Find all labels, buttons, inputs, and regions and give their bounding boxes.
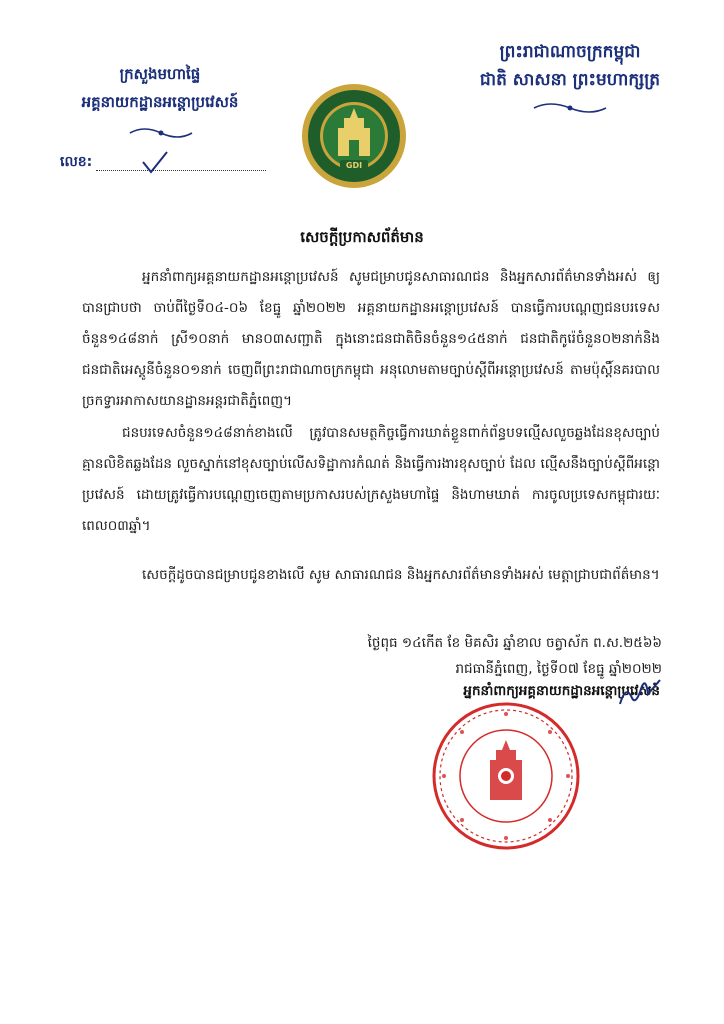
kingdom-title: ព្រះរាជាណាចក្រកម្ពុជា bbox=[499, 42, 641, 62]
ministry-header bbox=[50, 60, 270, 116]
gdi-logo-icon bbox=[300, 82, 408, 190]
department-name: អគ្គនាយកដ្ឋានអន្តោប្រវេសន៍ bbox=[81, 93, 239, 111]
paragraph-3: សេចក្តីដូចបានជម្រាបជូនខាងលើ សូម សាធារណជន និងអ្នកសារព័ត៌មានទាំងអស់ មេត្តាជ្រាបជាព័ត៌មាន។ bbox=[142, 567, 660, 583]
paragraph-1: អ្នកនាំពាក្យអគ្គនាយកដ្ឋានអន្តោប្រវេសន៍ សូមជម្រាបជូនសាធារណជន និងអ្នកសារព័ត៌មានទាំងអស់ ឲ្យបានជ្រាបថា ចាប់ពីថ្ងៃទី០៤-០៦ ខែធ្នូ ឆ្នាំ២០២២ អគ្គនាយកដ្ឋានអន្តោប្រវេសន៍ បានធ្វើការបណ្តេញជនបរទេសចំនួន១៤៨នាក់ ស្រី១០នាក់ មាន០៣សញ្ជាតិ ក្នុងនោះជនជាតិចិនចំនួន១៤៥នាក់ ជនជាតិកូរ៉េចំនួន០២នាក់និងជនជាតិអេស្តូនីចំនួន០១នាក់ ចេញពីព្រះរាជាណាចក្រកម្ពុជា អនុលោមតាមច្បាប់ស្តីពីអន្តោប្រវេសន៍ តាមប៉ុស្តិ៍នគរបាលច្រកទ្វារអាកាសយានដ្ឋានអន្តរជាតិភ្នំពេញ។ bbox=[82, 269, 660, 409]
ministry-ornament-icon bbox=[126, 124, 196, 142]
official-seal-icon bbox=[430, 700, 582, 852]
kingdom-ornament-icon bbox=[530, 100, 610, 116]
reference-number bbox=[60, 152, 240, 176]
checkmark-icon bbox=[140, 150, 170, 176]
ministry-name: ក្រសួងមហាផ្ទៃ bbox=[119, 65, 201, 83]
reference-line bbox=[96, 170, 266, 171]
signer-title: អ្នកនាំពាក្យអគ្គនាយកដ្ឋានអន្តោប្រវេសន៍ bbox=[463, 683, 660, 699]
reference-label: លេខ: bbox=[60, 154, 93, 170]
paragraph-2: ជនបរទេសចំនួន១៤៨នាក់ខាងលើ ត្រូវបានសមត្ថកិច្ចធ្វើការឃាត់ខ្លួនពាក់ព័ន្ធបទល្មើសលួចឆ្លងដែនខុសច្បាប់ គ្មានលិខិតឆ្លងដែន លួចស្នាក់នៅខុសច្បាប់លើសទិដ្ឋាការកំណត់ និងធ្វើការងារខុសច្បាប់ ដែល ល្មើសនឹងច្បាប់ស្តីពីអន្តោប្រវេសន៍ ដោយត្រូវធ្វើការបណ្តេញចេញតាមប្រកាសរបស់ក្រសួងមហាផ្ទៃ និងហាមឃាត់ ការចូលប្រទេសកម្ពុជារយៈពេល០៣ឆ្នាំ។ bbox=[82, 425, 660, 534]
logo-text: GDI bbox=[345, 161, 363, 170]
signature-icon bbox=[616, 676, 666, 710]
kingdom-header bbox=[455, 38, 685, 94]
kingdom-motto: ជាតិ សាសនា ព្រះមហាក្សត្រ bbox=[479, 70, 661, 90]
lunar-date: ថ្ងៃពុធ ១៤កើត ខែ មិគសិរ ឆ្នាំខាល ចត្វាស័ក ព.ស.២៥៦៦ bbox=[367, 635, 662, 651]
page-title: សេចក្តីប្រកាសព័ត៌មាន bbox=[300, 228, 424, 246]
place-date: រាជធានីភ្នំពេញ, ថ្ងៃទី០៧ ខែធ្នូ ឆ្នាំ២០២២ bbox=[455, 661, 662, 677]
date-block bbox=[300, 630, 662, 682]
